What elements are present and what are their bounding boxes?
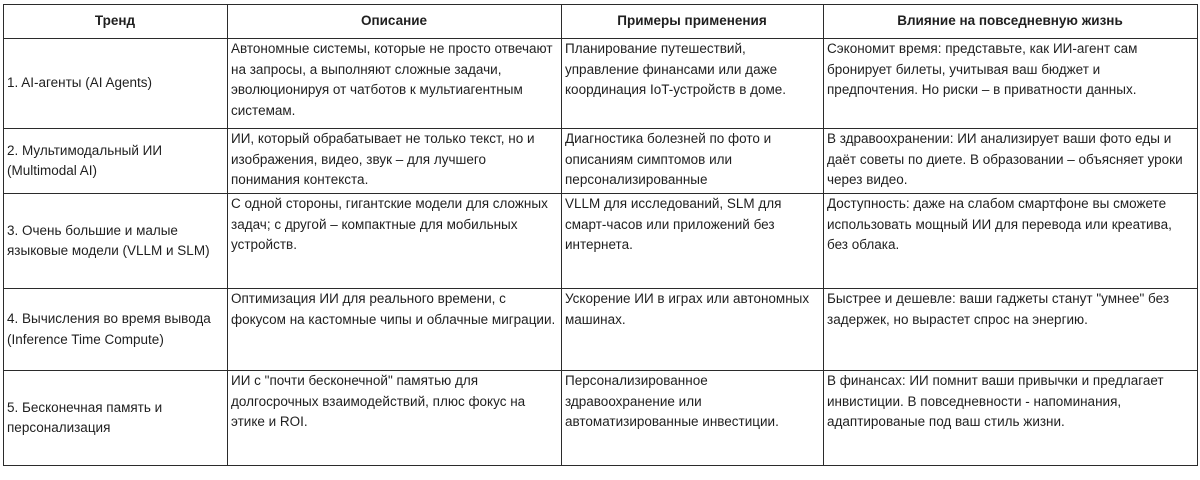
header-examples: Примеры применения: [562, 5, 824, 39]
table-body: [4, 39, 1198, 466]
impact-cell: Сэкономит время: представьте, как ИИ-агент сам бронирует билеты, учитывая ваш бюджет и предпочтения. Но риски – в приватности данных.: [824, 39, 1198, 129]
examples-cell: Ускорение ИИ в играх или автономных машинах.: [562, 289, 824, 371]
impact-cell: Доступность: даже на слабом смартфоне вы сможете использовать мощный ИИ для перевода или креатива, без облака.: [824, 194, 1198, 289]
impact-cell: Быстрее и дешевле: ваши гаджеты станут "умнее" без задержек, но вырастет спрос на энергию.: [824, 289, 1198, 371]
table-row: [4, 289, 1198, 371]
header-impact: Влияние на повседневную жизнь: [824, 5, 1198, 39]
header-row: [4, 5, 1198, 39]
description-cell: Оптимизация ИИ для реального времени, с фокусом на кастомные чипы и облачные миграции.: [228, 289, 562, 371]
table-row: [4, 194, 1198, 289]
examples-cell: Диагностика болезней по фото и описаниям симптомов или персонализированные: [562, 129, 824, 194]
table-header: [4, 5, 1198, 39]
trend-cell: 4. Вычисления во время вывода (Inference Time Compute): [4, 289, 228, 371]
trend-cell: 5. Бесконечная память и персонализация: [4, 371, 228, 466]
description-cell: Автономные системы, которые не просто отвечают на запросы, а выполняют сложные задачи, эволюционируя от чатботов к мультиагентным системам.: [228, 39, 562, 129]
examples-cell: VLLM для исследований, SLM для смарт-часов или приложений без интернета.: [562, 194, 824, 289]
examples-cell: Планирование путешествий, управление финансами или даже координация IoT-устройств в доме.: [562, 39, 824, 129]
impact-cell: В здравоохранении: ИИ анализирует ваши фото еды и даёт советы по диете. В образовании – объясняет уроки через видео.: [824, 129, 1198, 194]
table-row: [4, 39, 1198, 129]
trend-cell: 1. AI-агенты (AI Agents): [4, 39, 228, 129]
header-trend: Тренд: [4, 5, 228, 39]
table-row: [4, 371, 1198, 466]
examples-cell: Персонализированное здравоохранение или автоматизированные инвестиции.: [562, 371, 824, 466]
table-row: [4, 129, 1198, 194]
impact-cell: В финансах: ИИ помнит ваши привычки и предлагает инвистиции. В повседневности - напоминания, адаптированые под ваш стиль жизни.: [824, 371, 1198, 466]
trends-table: [3, 4, 1198, 466]
description-cell: ИИ с "почти бесконечной" памятью для долгосрочных взаимодействий, плюс фокус на этике и ROI.: [228, 371, 562, 466]
trend-cell: 2. Мультимодальный ИИ (Multimodal AI): [4, 129, 228, 194]
description-cell: С одной стороны, гигантские модели для сложных задач; с другой – компактные для мобильных устройств.: [228, 194, 562, 289]
description-cell: ИИ, который обрабатывает не только текст, но и изображения, видео, звук – для лучшего понимания контекста.: [228, 129, 562, 194]
trend-cell: 3. Очень большие и малые языковые модели (VLLM и SLM): [4, 194, 228, 289]
header-description: Описание: [228, 5, 562, 39]
